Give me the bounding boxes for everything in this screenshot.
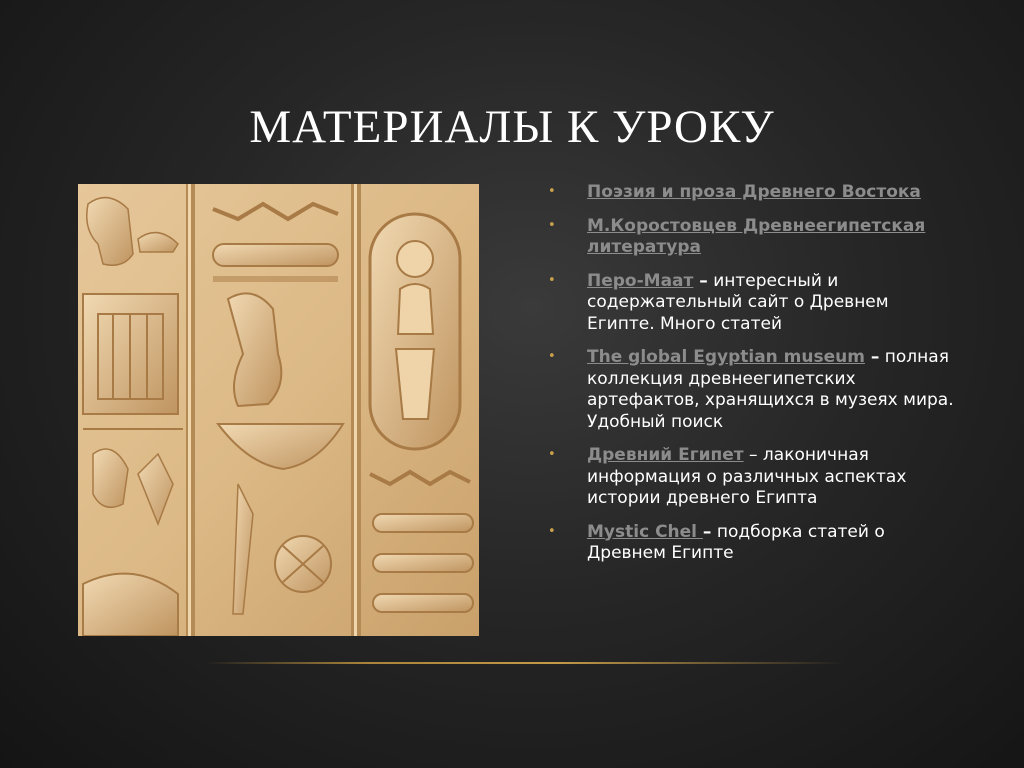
link-poetry-prose[interactable]: Поэзия и проза Древнего Востока (587, 182, 921, 202)
item-description: подборка статей о Древнем Египте (587, 521, 885, 563)
list-item (548, 445, 958, 510)
hieroglyphs-image (78, 184, 479, 636)
item-description: полная коллекция древнеегипетских артефактов, хранящихся в музеях мира. Удобный поиск (587, 347, 954, 432)
divider-line (205, 662, 845, 664)
link-ancient-egypt[interactable]: Древний Египет (587, 445, 744, 465)
link-pero-maat[interactable]: Перо-Маат (587, 270, 694, 291)
item-description: – лаконичная информация о различных аспектах истории древнего Египта (587, 445, 907, 508)
item-description: интересный и содержательный сайт о Древнем Египте. Много статей (587, 270, 889, 334)
materials-list (548, 182, 958, 577)
link-global-egyptian-museum[interactable]: The global Egyptian museum (587, 347, 865, 367)
link-mystic-chel[interactable]: Mystic Chel (587, 521, 703, 542)
link-korostovtsev-literature[interactable]: М.Коростовцев Древнеегипетская литература (587, 215, 926, 257)
list-item (548, 182, 958, 204)
item-dash: – (702, 521, 712, 542)
bullet-icon: • (548, 217, 556, 233)
bullet-icon: • (548, 184, 556, 199)
item-dash: – (693, 270, 708, 291)
bullet-icon: • (548, 523, 556, 539)
bullet-icon: • (548, 272, 556, 288)
bullet-icon: • (548, 349, 556, 364)
list-item (548, 522, 958, 565)
bullet-icon: • (548, 447, 556, 462)
item-dash: – (864, 347, 880, 367)
list-item (548, 216, 958, 259)
list-item (548, 347, 958, 433)
list-item (548, 271, 958, 336)
page-title: МАТЕРИАЛЫ К УРОКУ (249, 101, 775, 153)
egyptian-hieroglyphs-relief-image (78, 184, 479, 636)
